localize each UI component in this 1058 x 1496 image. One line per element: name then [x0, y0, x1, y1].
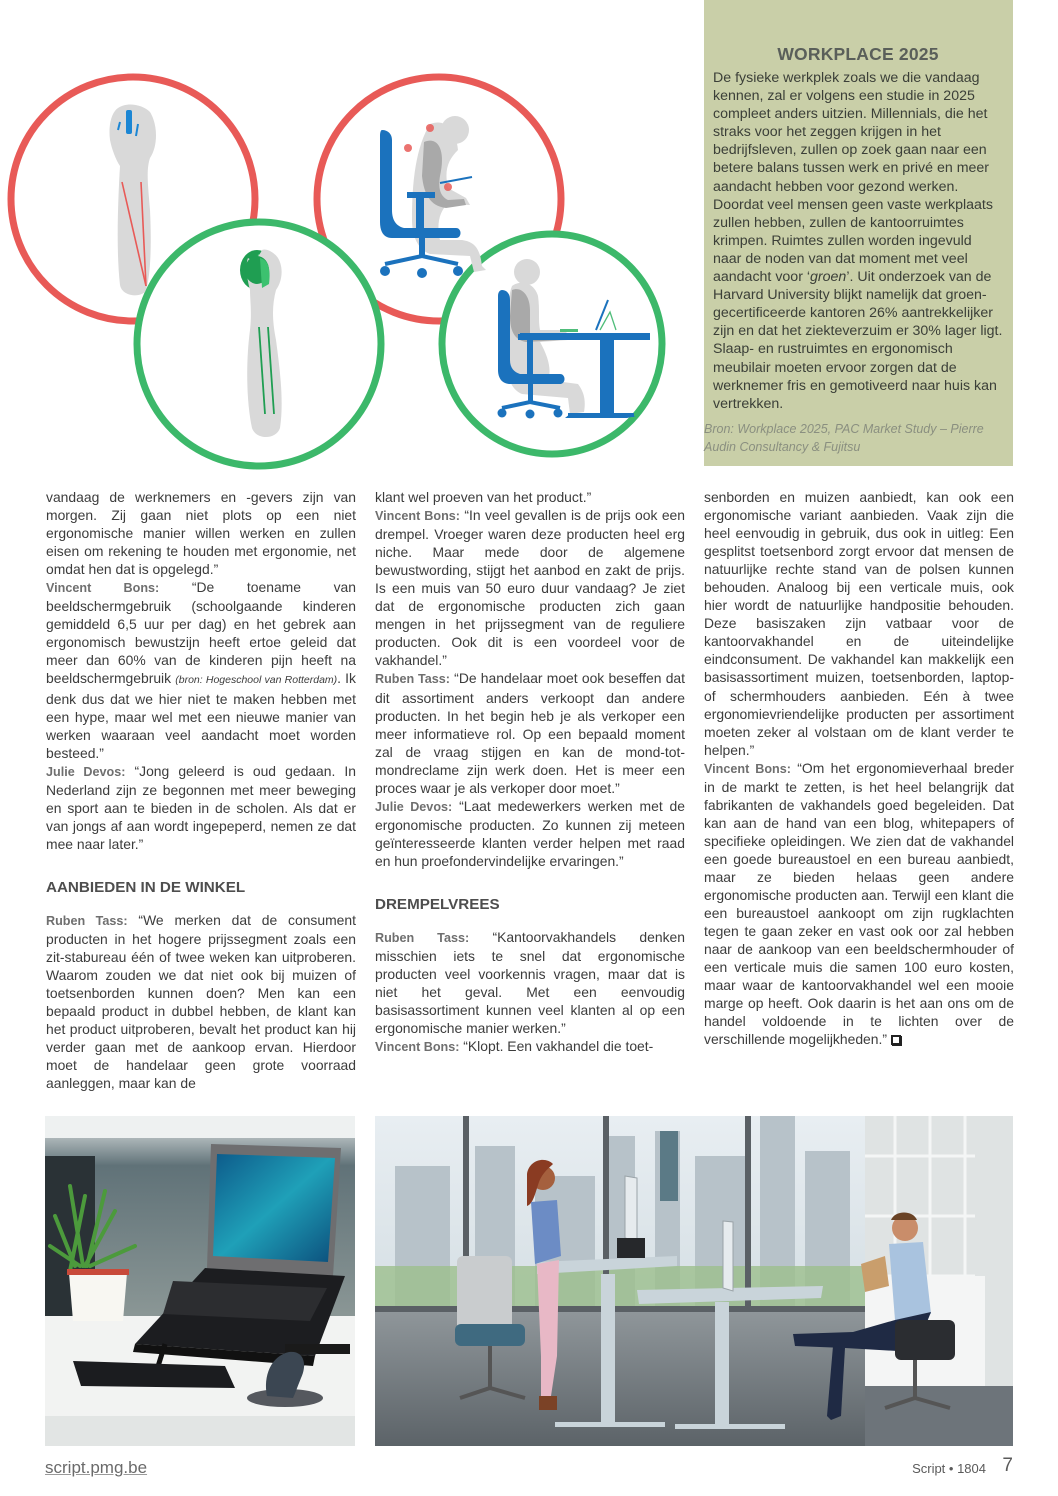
footer-website-link[interactable]: script.pmg.be: [45, 1458, 148, 1477]
speaker-name: Julie Devos:: [375, 799, 453, 814]
sidebar-title: WORKPLACE 2025: [777, 44, 939, 64]
paragraph: [375, 506, 685, 669]
sidebar-body: [713, 69, 1003, 413]
workplace-2025-sidebar: [704, 0, 1013, 466]
paragraph: vandaag de werknemers en -gevers zijn van morgen. Zij gaan niet plots op een niet ergonomische manier willen werken en zullen eisen om rekening te houden met ergonomie, net omdat hen dat is opgelegd.”: [46, 489, 356, 578]
paragraph: [375, 928, 685, 1037]
speaker-name: Ruben Tass:: [375, 672, 450, 687]
paragraph: [46, 911, 356, 1092]
article-column-3: [704, 488, 1014, 1048]
paragraph: [46, 762, 356, 853]
sidebar-body-italic: groen: [810, 269, 847, 286]
quote-text: “In veel gevallen is de prijs ook een drempel. Vroeger waren deze producten heel erg niche. Maar mede door de algemene bewustwording, stijgt het aanbod en zakt de prijs. Is een muis van 50 euro duur vandaag? Je ziet dat de ergonomische producten zich gaan mengen in het prijssegment van de reguliere producten. Ook dit is een voordeel voor de vakhandel.”: [375, 507, 685, 669]
quote-text: . Ik denk dus dat we hier niet te maken hebben met een hype, maar wel met een nieuwe manier van werken waaraan veel aandacht moet worden besteed.”: [46, 670, 356, 761]
posture-comparison-graphic: [0, 0, 700, 475]
quote-text: “Om het ergonomieverhaal breder in de markt te zetten, is het heel belangrijk dat fabrikanten de vakhandels goed begeleiden. Dat kan aan de hand van een blog, whitepapers of specifieke opleidingen. We zien dat de vakhandel een goede bureaustoel en een bureau aanbiedt, maar ze bieden helaas geen andere ergonomische producten aan. Terwijl een klant die een bureaustoel aankoopt om zijn rugklachten tegen te gaan zeker en vast ook oor zal hebben naar de aankoop van een beeldschermhouder of een verticale muis die samen 100 euro kosten, maar waar de kantoorvakhandel wel een mooie marge op heeft. Ook daarin is het aan ons om de handel voldoende in te lichten over de verschillende mogelijkheden.”: [704, 759, 1014, 1048]
citation: (bron: Hogeschool van Rotterdam): [175, 674, 338, 687]
section-heading: DREMPELVREES: [375, 895, 500, 913]
paragraph: klant wel proeven van het product.”: [375, 489, 592, 505]
speaker-name: Vincent Bons:: [375, 1040, 460, 1055]
quote-text: “Klopt. Een vakhandel die toet-: [459, 1038, 654, 1055]
ergonomics-illustration: [0, 0, 700, 475]
quote-text: “De toename van beeldschermgebruik (schoolgaande kinderen gemiddeld 6,5 uur per dag) en het gebrek aan ergonomisch bewustzijn heeft ertoe geleid dat meer dan 60% van de kinderen pijn heeft na beeldschermgebruik: [46, 579, 357, 687]
speaker-name: Ruben Tass:: [375, 931, 470, 946]
bad-mouse-hand-icon: [109, 105, 156, 296]
quote-text: “Laat medewerkers werken met de ergonomische producten. Zo kunnen zij meteen geïnteresseerde klanten verder helpen met raad en hun proefondervindelijke ervaringen.”: [375, 797, 685, 869]
quote-text: “De handelaar moet ook beseffen dat dit assortiment anders verkoopt dan andere producten. In het begin heb je als verkoper een meer informatieve rol. Op een bepaald moment zal de vraag stijgen en kan de mond-tot-mondreclame zijn werk doen. Het is meer een proces waar je als verkoper door moet.”: [375, 670, 685, 796]
bad-posture-figure-icon: [380, 116, 486, 278]
quote-text: “We merken dat de consument producten in het hogere prijssegment zoals een zit-stabureau één of twee weken kan uitproberen. Waarom zouden we dat niet ook bij muizen of toetsenborden kunnen doen? Men kan een bepaald product in dubbel hebben, de klant kan het product uitproberen, bevalt het product kan hij verder gaan met de aankoop ervan. Hierdoor moet de handelaar geen grote voorraad aanleggen, maar kan de: [46, 911, 356, 1092]
speaker-name: Vincent Bons:: [704, 761, 791, 776]
quote-text: “Jong geleerd is oud gedaan. In Nederland zijn ze begonnen met meer beweging en sport aan te bieden in de scholen. Als dat er van jongs af aan wordt ingepeperd, nemen ze dat mee naar later.”: [46, 762, 356, 852]
speaker-name: Julie Devos:: [46, 764, 126, 779]
paragraph: [46, 578, 356, 761]
article-column-1: [46, 488, 356, 1092]
laptop-stand-image: [45, 1116, 355, 1446]
quote-text: “Kantoorvakhandels denken misschien iets te snel dat ergonomische producten veel voorkennis vragen, maar dat is niet het geval. Met een eenvoudig basisassortiment kunnen veel klanten al op een ergonomische manier werken.”: [375, 929, 686, 1037]
laptop-stand-photo: [45, 1116, 355, 1446]
footer-issue-label: Script • 1804: [912, 1461, 986, 1476]
paragraph: [704, 759, 1014, 1049]
paragraph: [375, 797, 685, 870]
paragraph: [375, 669, 685, 796]
paragraph: [375, 1037, 685, 1056]
sidebar-body-text-end: ’. Uit onderzoek van de Harvard University blijkt namelijk dat groen-gecertificeerde kantoren 26% aantrekkelijker zijn en dat het ziekteverzuim er 30% lager ligt. Slaap- en rustruimtes en ergonomisch meubilair moeten ervoor zorgen dat de werknemer fris en gemotiveerd naar huis kan vertrekken.: [713, 269, 1003, 412]
speaker-name: Vincent Bons:: [46, 581, 160, 596]
end-of-article-icon: [891, 1035, 901, 1045]
speaker-name: Vincent Bons:: [375, 509, 460, 524]
paragraph: senborden en muizen aanbiedt, kan ook een ergonomische variant aanbieden. Vaak zijn die heel eenvoudig in gebruik, dus ook in uitleg: Een gesplitst toetsenbord zorgt ervoor dat mensen de natuurlijke rechte stand van de polsen kunnen behouden. Analoog bij een verticale muis, ook hier wordt de natuurlijke handpositie behouden. Deze basiszaken zijn vatbaar voor de kantoorvakhandel en de uiteindelijke eindconsument. De vakhandel kan makkelijk een basisassortiment muizen, toetsenborden, laptop- of schermhouders aanbieden. Eén à twee ergonomievriendelijke producten per assortiment moeten zeker al volstaan om de klant verder te helpen.”: [704, 489, 1014, 758]
page-number: 7: [1002, 1455, 1013, 1476]
office-sit-stand-desks-photo: [375, 1116, 1013, 1446]
speaker-name: Ruben Tass:: [46, 913, 128, 928]
sidebar-body-text: De fysieke werkplek zoals we die vandaag kennen, zal er volgens een studie in 2025 compleet anders uitzien. Millennials, die het straks voor het zeggen krijgen in het bedrijfsleven, zullen op zoek gaan naar een betere balans tussen werk en privé en meer aandacht hebben voor gezond werken. Doordat veel mensen geen vaste werkplaats zullen hebben, zullen de kantoorruimtes krimpen. Ruimtes zullen worden ingevuld naar de noden van dat moment met veel aandacht voor ‘: [713, 70, 993, 286]
article-column-2: [375, 488, 685, 1056]
sidebar-source: Bron: Workplace 2025, PAC Market Study – Pierre Audin Consultancy & Fujitsu: [704, 421, 984, 454]
office-image: [375, 1116, 1013, 1446]
section-heading: AANBIEDEN IN DE WINKEL: [46, 878, 246, 896]
